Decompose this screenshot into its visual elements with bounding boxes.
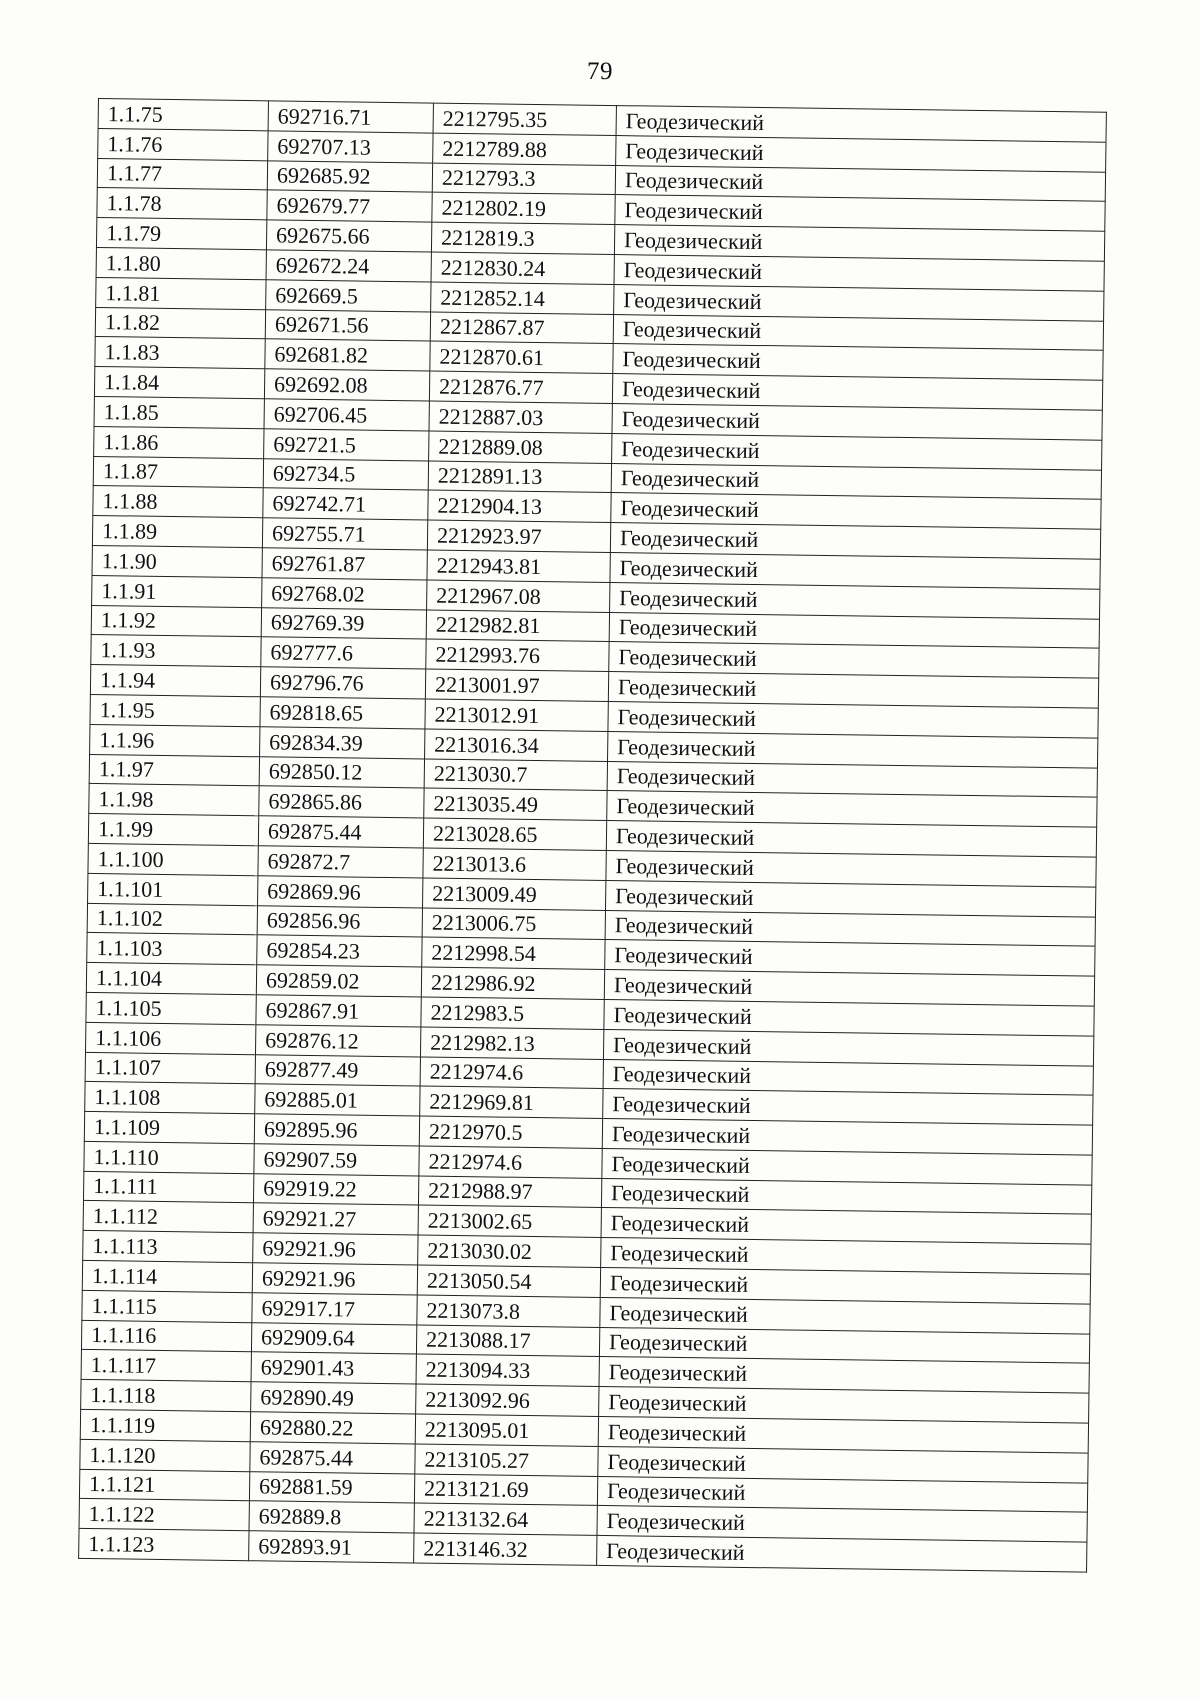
method-cell: Геодезический xyxy=(598,1416,1088,1452)
method-cell: Геодезический xyxy=(597,1536,1087,1572)
y-coordinate-cell: 2213009.49 xyxy=(423,878,606,910)
point-number-cell: 1.1.96 xyxy=(90,724,260,756)
point-number-cell: 1.1.76 xyxy=(98,128,268,160)
point-number-cell: 1.1.104 xyxy=(86,963,256,995)
point-number-cell: 1.1.95 xyxy=(90,694,260,726)
y-coordinate-cell: 2213028.65 xyxy=(423,818,606,850)
y-coordinate-cell: 2213132.64 xyxy=(414,1503,597,1535)
x-coordinate-cell: 692706.45 xyxy=(264,399,429,431)
y-coordinate-cell: 2212830.24 xyxy=(431,252,614,284)
x-coordinate-cell: 692742.71 xyxy=(263,488,428,520)
method-cell: Геодезический xyxy=(597,1476,1087,1512)
point-number-cell: 1.1.82 xyxy=(95,307,265,339)
method-cell: Геодезический xyxy=(611,463,1101,499)
point-number-cell: 1.1.106 xyxy=(86,1022,256,1054)
point-number-cell: 1.1.105 xyxy=(86,992,256,1024)
x-coordinate-cell: 692761.87 xyxy=(262,548,427,580)
method-cell: Геодезический xyxy=(604,970,1094,1006)
point-number-cell: 1.1.75 xyxy=(98,99,268,131)
x-coordinate-cell: 692777.6 xyxy=(261,637,426,669)
x-coordinate-cell: 692876.12 xyxy=(255,1024,420,1056)
method-cell: Геодезический xyxy=(606,821,1096,857)
method-cell: Геодезический xyxy=(612,403,1102,439)
method-cell: Геодезический xyxy=(608,701,1098,737)
point-number-cell: 1.1.86 xyxy=(94,426,264,458)
method-cell: Геодезический xyxy=(602,1148,1092,1184)
method-cell: Геодезический xyxy=(615,195,1105,231)
x-coordinate-cell: 692890.49 xyxy=(251,1382,416,1414)
y-coordinate-cell: 2212988.97 xyxy=(418,1176,601,1208)
x-coordinate-cell: 692685.92 xyxy=(267,160,432,192)
x-coordinate-cell: 692692.08 xyxy=(264,369,429,401)
y-coordinate-cell: 2213002.65 xyxy=(418,1205,601,1237)
x-coordinate-cell: 692921.96 xyxy=(253,1233,418,1265)
y-coordinate-cell: 2212969.81 xyxy=(420,1086,603,1118)
x-coordinate-cell: 692818.65 xyxy=(260,697,425,729)
x-coordinate-cell: 692834.39 xyxy=(260,726,425,758)
point-number-cell: 1.1.107 xyxy=(85,1052,255,1084)
point-number-cell: 1.1.93 xyxy=(91,635,261,667)
y-coordinate-cell: 2212889.08 xyxy=(429,431,612,463)
y-coordinate-cell: 2212974.6 xyxy=(419,1146,602,1178)
y-coordinate-cell: 2212970.5 xyxy=(419,1116,602,1148)
method-cell: Геодезический xyxy=(611,493,1101,529)
method-cell: Геодезический xyxy=(610,523,1100,559)
point-number-cell: 1.1.111 xyxy=(83,1171,253,1203)
x-coordinate-cell: 692867.91 xyxy=(256,995,421,1027)
x-coordinate-cell: 692909.64 xyxy=(251,1322,416,1354)
method-cell: Геодезический xyxy=(599,1327,1089,1363)
point-number-cell: 1.1.85 xyxy=(94,396,264,428)
y-coordinate-cell: 2213050.54 xyxy=(417,1265,600,1297)
x-coordinate-cell: 692919.22 xyxy=(253,1173,418,1205)
method-cell: Геодезический xyxy=(616,135,1106,171)
y-coordinate-cell: 2213146.32 xyxy=(414,1533,597,1565)
y-coordinate-cell: 2213006.75 xyxy=(422,908,605,940)
method-cell: Геодезический xyxy=(612,374,1102,410)
y-coordinate-cell: 2213012.91 xyxy=(425,699,608,731)
method-cell: Геодезический xyxy=(613,344,1103,380)
y-coordinate-cell: 2213095.01 xyxy=(415,1414,598,1446)
method-cell: Геодезический xyxy=(608,731,1098,767)
method-cell: Геодезический xyxy=(600,1268,1090,1304)
method-cell: Геодезический xyxy=(601,1208,1091,1244)
method-cell: Геодезический xyxy=(601,1178,1091,1214)
y-coordinate-cell: 2213121.69 xyxy=(414,1474,597,1506)
x-coordinate-cell: 692669.5 xyxy=(266,280,431,312)
y-coordinate-cell: 2213016.34 xyxy=(425,729,608,761)
y-coordinate-cell: 2212974.6 xyxy=(420,1056,603,1088)
method-cell: Геодезический xyxy=(603,1089,1093,1125)
x-coordinate-cell: 692885.01 xyxy=(255,1084,420,1116)
method-cell: Геодезический xyxy=(604,999,1094,1035)
point-number-cell: 1.1.101 xyxy=(88,873,258,905)
coordinates-table-container xyxy=(78,98,1106,1573)
y-coordinate-cell: 2212789.88 xyxy=(433,133,616,165)
x-coordinate-cell: 692850.12 xyxy=(259,756,424,788)
point-number-cell: 1.1.97 xyxy=(89,754,259,786)
y-coordinate-cell: 2212870.61 xyxy=(430,341,613,373)
y-coordinate-cell: 2213013.6 xyxy=(423,848,606,880)
point-number-cell: 1.1.84 xyxy=(94,367,264,399)
method-cell: Геодезический xyxy=(602,1119,1092,1155)
x-coordinate-cell: 692889.8 xyxy=(249,1501,414,1533)
x-coordinate-cell: 692856.96 xyxy=(257,905,422,937)
point-number-cell: 1.1.114 xyxy=(82,1260,252,1292)
point-number-cell: 1.1.87 xyxy=(93,456,263,488)
x-coordinate-cell: 692769.39 xyxy=(261,607,426,639)
y-coordinate-cell: 2212904.13 xyxy=(428,490,611,522)
x-coordinate-cell: 692672.24 xyxy=(266,250,431,282)
y-coordinate-cell: 2212887.03 xyxy=(429,401,612,433)
y-coordinate-cell: 2212793.3 xyxy=(432,163,615,195)
x-coordinate-cell: 692755.71 xyxy=(262,518,427,550)
x-coordinate-cell: 692768.02 xyxy=(262,578,427,610)
point-number-cell: 1.1.113 xyxy=(83,1231,253,1263)
point-number-cell: 1.1.118 xyxy=(81,1380,251,1412)
method-cell: Геодезический xyxy=(610,552,1100,588)
method-cell: Геодезический xyxy=(614,284,1104,320)
x-coordinate-cell: 692679.77 xyxy=(267,190,432,222)
x-coordinate-cell: 692854.23 xyxy=(257,935,422,967)
y-coordinate-cell: 2212983.5 xyxy=(421,997,604,1029)
method-cell: Геодезический xyxy=(601,1238,1091,1274)
y-coordinate-cell: 2212802.19 xyxy=(432,192,615,224)
coordinates-table xyxy=(78,98,1107,1573)
y-coordinate-cell: 2213088.17 xyxy=(416,1325,599,1357)
y-coordinate-cell: 2212852.14 xyxy=(431,282,614,314)
method-cell: Геодезический xyxy=(605,880,1095,916)
point-number-cell: 1.1.80 xyxy=(96,247,266,279)
method-cell: Геодезический xyxy=(597,1506,1087,1542)
x-coordinate-cell: 692901.43 xyxy=(251,1352,416,1384)
point-number-cell: 1.1.81 xyxy=(96,277,266,309)
method-cell: Геодезический xyxy=(614,225,1104,261)
point-number-cell: 1.1.102 xyxy=(87,903,257,935)
point-number-cell: 1.1.78 xyxy=(97,188,267,220)
method-cell: Геодезический xyxy=(610,582,1100,618)
x-coordinate-cell: 692869.96 xyxy=(258,875,423,907)
method-cell: Геодезический xyxy=(605,910,1095,946)
y-coordinate-cell: 2213092.96 xyxy=(416,1384,599,1416)
point-number-cell: 1.1.90 xyxy=(92,545,262,577)
point-number-cell: 1.1.109 xyxy=(84,1112,254,1144)
x-coordinate-cell: 692734.5 xyxy=(263,458,428,490)
point-number-cell: 1.1.120 xyxy=(80,1439,250,1471)
x-coordinate-cell: 692875.44 xyxy=(258,816,423,848)
y-coordinate-cell: 2212923.97 xyxy=(427,520,610,552)
y-coordinate-cell: 2212867.87 xyxy=(430,312,613,344)
x-coordinate-cell: 692872.7 xyxy=(258,846,423,878)
y-coordinate-cell: 2212943.81 xyxy=(427,550,610,582)
point-number-cell: 1.1.83 xyxy=(95,337,265,369)
x-coordinate-cell: 692865.86 xyxy=(259,786,424,818)
method-cell: Геодезический xyxy=(603,1059,1093,1095)
x-coordinate-cell: 692671.56 xyxy=(265,309,430,341)
y-coordinate-cell: 2213001.97 xyxy=(425,669,608,701)
method-cell: Геодезический xyxy=(614,255,1104,291)
method-cell: Геодезический xyxy=(606,850,1096,886)
x-coordinate-cell: 692921.96 xyxy=(252,1263,417,1295)
y-coordinate-cell: 2212982.81 xyxy=(426,610,609,642)
y-coordinate-cell: 2213035.49 xyxy=(424,788,607,820)
method-cell: Геодезический xyxy=(607,791,1097,827)
method-cell: Геодезический xyxy=(603,1029,1093,1065)
y-coordinate-cell: 2212998.54 xyxy=(422,937,605,969)
method-cell: Геодезический xyxy=(599,1387,1089,1423)
method-cell: Геодезический xyxy=(609,612,1099,648)
x-coordinate-cell: 692796.76 xyxy=(260,667,425,699)
point-number-cell: 1.1.122 xyxy=(79,1499,249,1531)
point-number-cell: 1.1.117 xyxy=(81,1350,251,1382)
x-coordinate-cell: 692917.17 xyxy=(252,1293,417,1325)
y-coordinate-cell: 2213105.27 xyxy=(415,1444,598,1476)
point-number-cell: 1.1.92 xyxy=(91,605,261,637)
x-coordinate-cell: 692875.44 xyxy=(250,1442,415,1474)
y-coordinate-cell: 2212967.08 xyxy=(427,580,610,612)
y-coordinate-cell: 2212795.35 xyxy=(433,103,616,135)
x-coordinate-cell: 692895.96 xyxy=(254,1114,419,1146)
y-coordinate-cell: 2212876.77 xyxy=(429,371,612,403)
point-number-cell: 1.1.108 xyxy=(85,1082,255,1114)
method-cell: Геодезический xyxy=(608,672,1098,708)
method-cell: Геодезический xyxy=(605,940,1095,976)
x-coordinate-cell: 692707.13 xyxy=(268,131,433,163)
point-number-cell: 1.1.91 xyxy=(92,575,262,607)
point-number-cell: 1.1.103 xyxy=(87,933,257,965)
y-coordinate-cell: 2212986.92 xyxy=(421,967,604,999)
point-number-cell: 1.1.100 xyxy=(88,843,258,875)
point-number-cell: 1.1.116 xyxy=(81,1320,251,1352)
method-cell: Геодезический xyxy=(615,165,1105,201)
point-number-cell: 1.1.112 xyxy=(83,1201,253,1233)
y-coordinate-cell: 2212993.76 xyxy=(426,639,609,671)
point-number-cell: 1.1.88 xyxy=(93,486,263,518)
x-coordinate-cell: 692881.59 xyxy=(249,1471,414,1503)
x-coordinate-cell: 692921.27 xyxy=(253,1203,418,1235)
point-number-cell: 1.1.98 xyxy=(89,784,259,816)
y-coordinate-cell: 2213073.8 xyxy=(417,1295,600,1327)
y-coordinate-cell: 2213030.02 xyxy=(418,1235,601,1267)
coordinates-table-body xyxy=(79,99,1107,1573)
method-cell: Геодезический xyxy=(600,1297,1090,1333)
method-cell: Геодезический xyxy=(607,761,1097,797)
y-coordinate-cell: 2212819.3 xyxy=(431,222,614,254)
point-number-cell: 1.1.119 xyxy=(80,1409,250,1441)
point-number-cell: 1.1.94 xyxy=(90,665,260,697)
point-number-cell: 1.1.89 xyxy=(92,516,262,548)
x-coordinate-cell: 692880.22 xyxy=(250,1412,415,1444)
y-coordinate-cell: 2212982.13 xyxy=(420,1027,603,1059)
method-cell: Геодезический xyxy=(616,106,1106,142)
x-coordinate-cell: 692859.02 xyxy=(256,965,421,997)
point-number-cell: 1.1.115 xyxy=(82,1290,252,1322)
y-coordinate-cell: 2212891.13 xyxy=(428,461,611,493)
method-cell: Геодезический xyxy=(612,433,1102,469)
x-coordinate-cell: 692721.5 xyxy=(264,429,429,461)
method-cell: Геодезический xyxy=(613,314,1103,350)
point-number-cell: 1.1.77 xyxy=(97,158,267,190)
point-number-cell: 1.1.121 xyxy=(79,1469,249,1501)
method-cell: Геодезический xyxy=(609,642,1099,678)
point-number-cell: 1.1.110 xyxy=(84,1141,254,1173)
y-coordinate-cell: 2213094.33 xyxy=(416,1354,599,1386)
method-cell: Геодезический xyxy=(598,1446,1088,1482)
y-coordinate-cell: 2213030.7 xyxy=(424,759,607,791)
x-coordinate-cell: 692716.71 xyxy=(268,101,433,133)
point-number-cell: 1.1.99 xyxy=(88,814,258,846)
point-number-cell: 1.1.79 xyxy=(96,218,266,250)
x-coordinate-cell: 692877.49 xyxy=(255,1054,420,1086)
x-coordinate-cell: 692681.82 xyxy=(265,339,430,371)
point-number-cell: 1.1.123 xyxy=(79,1529,249,1561)
x-coordinate-cell: 692893.91 xyxy=(249,1531,414,1563)
page-number: 79 xyxy=(587,58,613,85)
x-coordinate-cell: 692907.59 xyxy=(254,1144,419,1176)
method-cell: Геодезический xyxy=(599,1357,1089,1393)
x-coordinate-cell: 692675.66 xyxy=(266,220,431,252)
